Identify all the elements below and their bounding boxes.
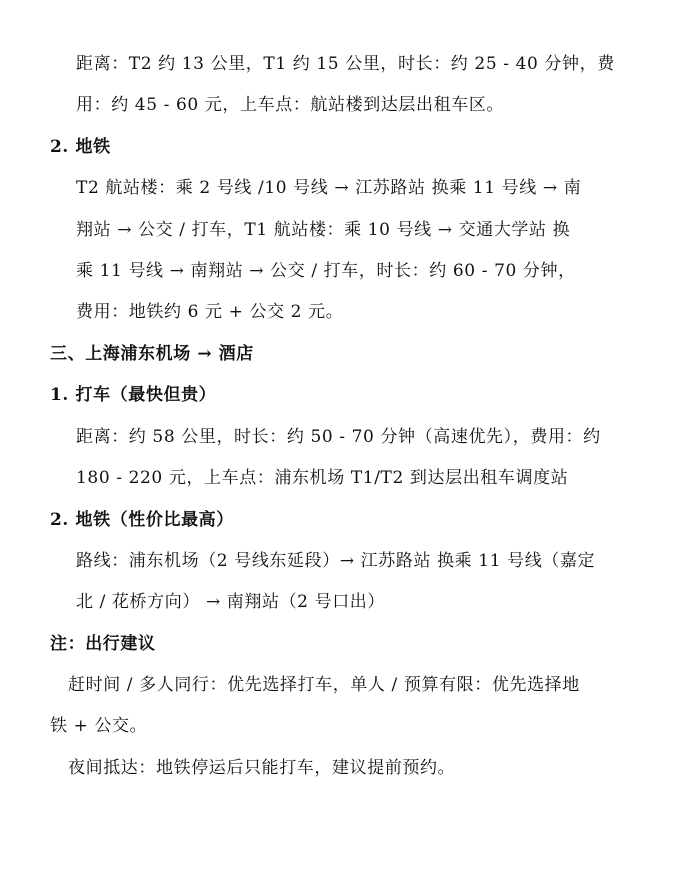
note-heading: 注：出行建议 xyxy=(50,634,156,654)
advice-line-1: 赶时间 / 多人同行：优先选择打车，单人 / 预算有限：优先选择地 xyxy=(68,675,580,695)
section-heading-pudong-metro: 2. 地铁（性价比最高） xyxy=(50,510,234,530)
metro-route-line-1: T2 航站楼：乘 2 号线 /10 号线 → 江苏路站 换乘 11 号线 → 南 xyxy=(76,178,582,198)
section-heading-metro: 2. 地铁 xyxy=(50,137,111,157)
pudong-taxi-line-1: 距离：约 58 公里，时长：约 50 - 70 分钟（高速优先），费用：约 xyxy=(76,427,601,447)
advice-line-2: 铁 + 公交。 xyxy=(50,716,148,736)
metro-route-line-2: 翔站 → 公交 / 打车，T1 航站楼：乘 10 号线 → 交通大学站 换 xyxy=(76,220,571,240)
metro-cost-line: 费用：地铁约 6 元 + 公交 2 元。 xyxy=(76,302,344,322)
taxi-cost-line: 用：约 45 - 60 元，上车点：航站楼到达层出租车区。 xyxy=(76,95,505,115)
advice-night-line: 夜间抵达：地铁停运后只能打车，建议提前预约。 xyxy=(68,758,456,778)
chapter-heading-pudong: 三、上海浦东机场 → 酒店 xyxy=(50,344,254,364)
taxi-distance-line: 距离：T2 约 13 公里，T1 约 15 公里，时长：约 25 - 40 分钟，费 xyxy=(76,54,615,74)
metro-route-line-3: 乘 11 号线 → 南翔站 → 公交 / 打车，时长：约 60 - 70 分钟， xyxy=(76,261,576,281)
section-heading-taxi: 1. 打车（最快但贵） xyxy=(50,385,217,405)
pudong-metro-line-1: 路线：浦东机场（2 号线东延段）→ 江苏路站 换乘 11 号线（嘉定 xyxy=(76,551,596,571)
pudong-metro-line-2: 北 / 花桥方向） → 南翔站（2 号口出） xyxy=(76,592,386,612)
pudong-taxi-line-2: 180 - 220 元，上车点：浦东机场 T1/T2 到达层出租车调度站 xyxy=(76,468,569,488)
